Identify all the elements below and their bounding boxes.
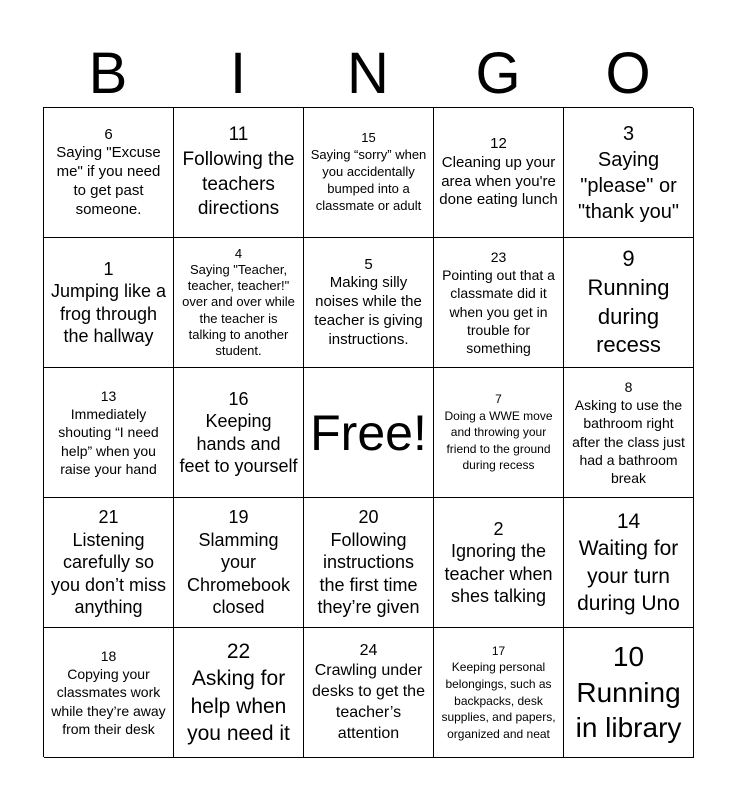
bingo-board <box>43 107 693 757</box>
cell-number: 15 <box>361 130 376 146</box>
bingo-cell[interactable] <box>564 368 694 498</box>
bingo-cell[interactable] <box>174 108 304 238</box>
bingo-cell[interactable] <box>304 498 434 628</box>
cell-number: 6 <box>104 125 113 143</box>
bingo-cell[interactable] <box>304 628 434 758</box>
header-letter-b: B <box>88 41 128 106</box>
bingo-cell[interactable] <box>304 238 434 368</box>
cell-text: Copying your classmates work while they’re away from their desk <box>51 666 166 737</box>
cell-number: 3 <box>622 122 635 145</box>
cell-text: Crawling under desks to get the teacher’s attention <box>312 662 425 742</box>
bingo-cell[interactable] <box>174 628 304 758</box>
cell-number: 11 <box>228 124 249 146</box>
cell-text: Saying "please" or "thank you" <box>578 148 679 223</box>
cell-text: Following instructions the first time they’re given <box>317 529 420 618</box>
cell-number: 18 <box>100 648 117 665</box>
bingo-cell[interactable] <box>44 368 174 498</box>
cell-text: Saying "Excuse me" if you need to get past someone. <box>56 144 161 218</box>
header-letter-o: O <box>605 41 651 106</box>
cell-number: 17 <box>491 643 506 658</box>
cell-text: Ignoring the teacher when shes talking <box>444 541 553 606</box>
cell-number: 21 <box>98 507 119 528</box>
bingo-cell-free[interactable] <box>304 368 434 498</box>
cell-text: Asking for help when you need it <box>187 667 290 745</box>
bingo-cell[interactable] <box>44 238 174 368</box>
bingo-cell[interactable] <box>174 498 304 628</box>
cell-text: Listening carefully so you don’t miss anything <box>50 529 167 618</box>
cell-number: 23 <box>490 248 507 265</box>
cell-number: 9 <box>622 246 635 272</box>
bingo-cell[interactable] <box>564 628 694 758</box>
cell-text: Saying “sorry” when you accidentally bumped into a classmate or adult <box>310 147 427 213</box>
cell-number: 2 <box>493 518 504 539</box>
bingo-cell[interactable] <box>434 628 564 758</box>
bingo-cell[interactable] <box>434 368 564 498</box>
header-letter-i: I <box>229 41 247 106</box>
cell-text: Keeping hands and feet to yourself <box>179 411 298 476</box>
cell-text: Saying "Teacher, teacher, teacher!" over and over while the teacher is talking to another student. <box>182 261 295 359</box>
cell-number: 19 <box>228 507 249 528</box>
cell-text: Waiting for your turn during Uno <box>577 537 680 615</box>
cell-text: Running during recess <box>587 274 670 358</box>
bingo-cell[interactable] <box>564 498 694 628</box>
cell-text: Keeping personal belongings, such as backpacks, desk supplies, and papers, organized and neat <box>441 660 556 741</box>
cell-text: Immediately shouting “I need help” when you raise your hand <box>58 406 159 477</box>
bingo-cell[interactable] <box>174 368 304 498</box>
cell-text: Following the teachers directions <box>182 148 295 220</box>
cell-number: 24 <box>359 641 378 659</box>
cell-text: Running in library <box>575 676 682 744</box>
bingo-cell[interactable] <box>44 108 174 238</box>
cell-number: 8 <box>624 378 633 395</box>
cell-text: Cleaning up your area when you're done eating lunch <box>439 153 558 209</box>
bingo-header <box>43 40 693 108</box>
cell-number: 14 <box>616 509 641 533</box>
cell-number: 7 <box>495 392 502 407</box>
cell-text: Jumping like a frog through the hallway <box>50 281 167 346</box>
cell-text: Making silly noises while the teacher is giving instructions. <box>314 274 423 348</box>
cell-number: 22 <box>226 639 251 663</box>
bingo-cell[interactable] <box>564 238 694 368</box>
bingo-cell[interactable] <box>434 108 564 238</box>
cell-text: Slamming your Chromebook closed <box>186 529 291 618</box>
bingo-cell[interactable] <box>44 498 174 628</box>
bingo-cell[interactable] <box>434 238 564 368</box>
cell-number: 12 <box>490 135 507 152</box>
bingo-cell[interactable] <box>304 108 434 238</box>
free-space-label: Free! <box>310 404 427 461</box>
cell-text: Doing a WWE move and throwing your friend to the ground during recess <box>444 408 553 473</box>
cell-text: Pointing out that a classmate did it when you get in trouble for something <box>442 267 555 356</box>
bingo-cell[interactable] <box>564 108 694 238</box>
bingo-cell[interactable] <box>44 628 174 758</box>
header-letter-n: N <box>347 41 389 106</box>
cell-number: 10 <box>612 640 645 672</box>
bingo-cell[interactable] <box>434 498 564 628</box>
bingo-cell[interactable] <box>174 238 304 368</box>
cell-number: 5 <box>364 255 373 273</box>
cell-number: 13 <box>100 388 117 405</box>
cell-number: 20 <box>358 507 379 528</box>
cell-number: 4 <box>234 245 243 261</box>
header-letter-g: G <box>475 41 521 106</box>
cell-text: Asking to use the bathroom right after the class just had a bathroom break <box>572 397 685 486</box>
cell-number: 16 <box>228 388 249 409</box>
cell-number: 1 <box>103 258 114 279</box>
